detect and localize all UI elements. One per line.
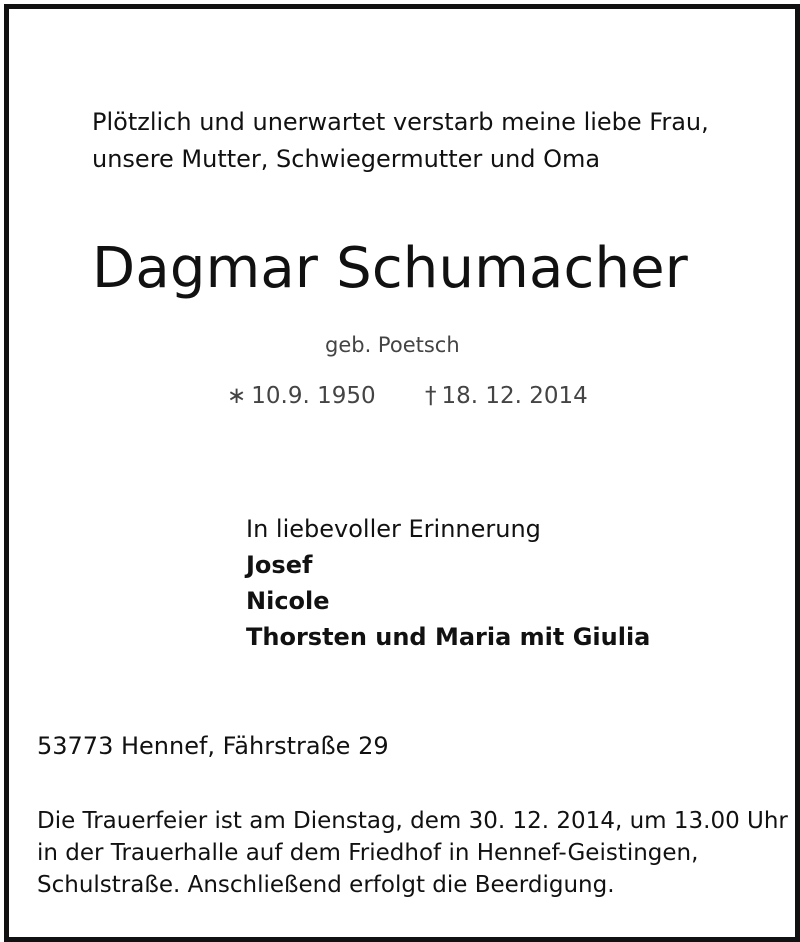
life-dates	[227, 383, 588, 411]
deceased-name: Dagmar Schumacher	[92, 236, 689, 301]
funeral-line-1: Die Trauerfeier ist am Dienstag, dem 30. 12. 2014, um 13.00 Uhr	[37, 808, 788, 834]
memory-line: In liebevoller Erinnerung	[246, 515, 541, 543]
birth-date-group	[227, 383, 376, 411]
intro-line-1: Plötzlich und unerwartet verstarb meine liebe Frau,	[92, 108, 709, 136]
death-date-group	[425, 383, 588, 411]
funeral-line-3: Schulstraße. Anschließend erfolgt die Beerdigung.	[37, 872, 615, 898]
funeral-info	[37, 805, 788, 901]
intro-text	[92, 104, 709, 178]
funeral-line-2: in der Trauerhalle auf dem Friedhof in Hennef-Geistingen,	[37, 840, 699, 866]
family-list	[246, 547, 650, 655]
family-member-josef: Josef	[246, 551, 313, 579]
family-member-nicole: Nicole	[246, 587, 330, 615]
obituary-notice	[4, 4, 800, 942]
death-symbol: †	[424, 383, 437, 409]
family-member-thorsten-maria-giulia: Thorsten und Maria mit Giulia	[246, 623, 651, 651]
death-date: 18. 12. 2014	[441, 383, 588, 409]
address: 53773 Hennef, Fährstraße 29	[37, 732, 389, 760]
birth-date: 10.9. 1950	[251, 383, 376, 409]
birth-symbol: ∗	[227, 383, 247, 409]
maiden-name: geb. Poetsch	[325, 333, 460, 357]
intro-line-2: unsere Mutter, Schwiegermutter und Oma	[92, 145, 601, 173]
